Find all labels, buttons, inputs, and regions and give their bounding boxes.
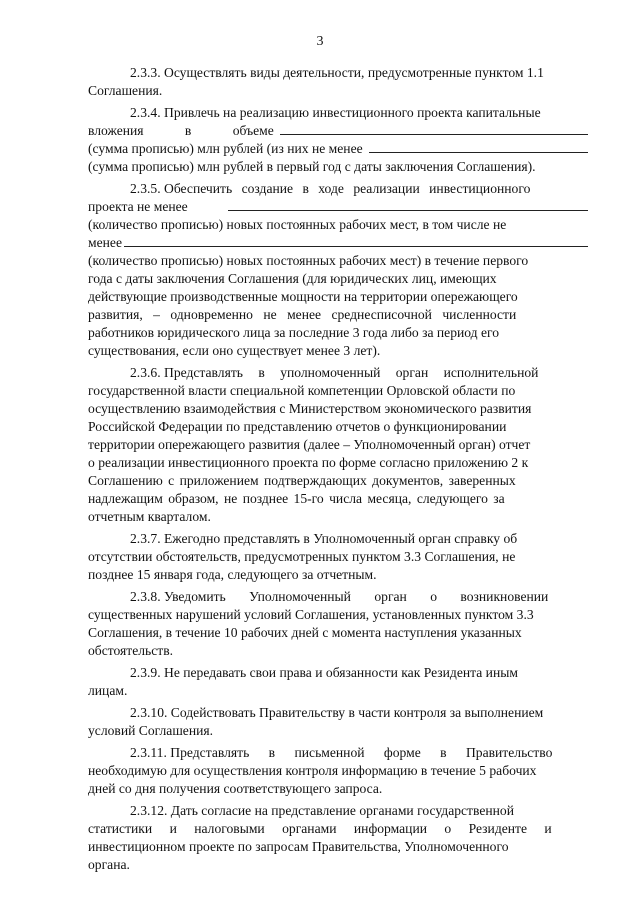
- paragraph-2-3-7-line-2: отсутствии обстоятельств, предусмотренных пунктом 3.3 Соглашения, не: [88, 549, 516, 564]
- paragraph-2-3-9-line-2: лицам.: [88, 683, 128, 698]
- paragraph-2-3-8-line-4: обстоятельств.: [88, 643, 174, 658]
- paragraph-2-3-6-line-8: надлежащим образом, не позднее 15-го числа месяца, следующего за: [88, 491, 505, 506]
- paragraph-2-3-3-line-2: Соглашения.: [88, 83, 163, 98]
- paragraph-2-3-12-line-4: органа.: [88, 857, 130, 872]
- paragraph-2-3-6-line-9: отчетным кварталом.: [88, 509, 211, 524]
- fill-in-blank: [228, 198, 588, 211]
- fill-in-blank: [369, 140, 588, 153]
- item-number: 2.3.9.: [130, 665, 161, 680]
- paragraph-2-3-10-line-2: условий Соглашения.: [88, 723, 214, 738]
- page-number: 3: [316, 34, 324, 49]
- paragraph-2-3-12-line-2: статистики и налоговыми органами информации о Резиденте и: [88, 821, 552, 836]
- paragraph-2-3-6-line-6: о реализации инвестиционного проекта по форме согласно приложению 2 к: [88, 455, 529, 470]
- paragraph-2-3-6-line-3: осуществлению взаимодействия с Министерством экономического развития: [88, 401, 532, 416]
- paragraph-2-3-6-line-5: территории опережающего развития (далее – Уполномоченный орган) отчет: [88, 437, 531, 452]
- paragraph-2-3-5-line-4: менее: [88, 234, 588, 252]
- paragraph-2-3-11-line-1: 2.3.11. Представлять в письменной форме в Правительство: [130, 745, 553, 760]
- document-body: [88, 64, 588, 874]
- paragraph-2-3-5-line-6: года с даты заключения Соглашения (для юридических лиц, имеющих: [88, 271, 497, 286]
- item-number: 2.3.5.: [130, 181, 161, 196]
- paragraph-2-3-6-line-2: государственной власти специальной компетенции Орловской области по: [88, 383, 516, 398]
- paragraph-2-3-4-line-3: (сумма прописью) млн рублей (из них не менее: [88, 140, 588, 158]
- paragraph-2-3-7-line-3: позднее 15 января года, следующего за отчетным.: [88, 567, 377, 582]
- paragraph-2-3-4-line-1: 2.3.4. Привлечь на реализацию инвестиционного проекта капитальные: [130, 105, 541, 120]
- paragraph-2-3-8-line-2: существенных нарушений условий Соглашения, установленных пунктом 3.3: [88, 607, 534, 622]
- item-number: 2.3.4.: [130, 105, 161, 120]
- item-number: 2.3.8.: [130, 589, 161, 604]
- paragraph-2-3-11-line-3: дней со дня получения соответствующего запроса.: [88, 781, 383, 796]
- item-number: 2.3.6.: [130, 365, 161, 380]
- paragraph-2-3-8-line-1: 2.3.8. Уведомить Уполномоченный орган о возникновении: [130, 589, 549, 604]
- fill-in-blank: [280, 122, 588, 135]
- item-number: 2.3.10.: [130, 705, 168, 720]
- paragraph-2-3-4-line-4: (сумма прописью) млн рублей в первый год с даты заключения Соглашения).: [88, 159, 536, 174]
- item-number: 2.3.11.: [130, 745, 167, 760]
- paragraph-2-3-11-line-2: необходимую для осуществления контроля информацию в течение 5 рабочих: [88, 763, 537, 778]
- paragraph-2-3-5-line-5: (количество прописью) новых постоянных рабочих мест) в течение первого: [88, 253, 529, 268]
- item-number: 2.3.7.: [130, 531, 161, 546]
- fill-in-blank: [124, 234, 588, 247]
- paragraph-2-3-10-line-1: 2.3.10. Содействовать Правительству в части контроля за выполнением: [130, 705, 544, 720]
- paragraph-2-3-12-line-1: 2.3.12. Дать согласие на представление органами государственной: [130, 803, 514, 818]
- paragraph-2-3-5-line-9: работников юридического лица за последние 3 года либо за период его: [88, 325, 500, 340]
- paragraph-2-3-4-line-2: вложения в объеме: [88, 122, 588, 140]
- paragraph-2-3-8-line-3: Соглашения, в течение 10 рабочих дней с момента наступления указанных: [88, 625, 522, 640]
- paragraph-2-3-5-line-7: действующие производственные мощности на территории опережающего: [88, 289, 518, 304]
- paragraph-2-3-5-line-8: развития, – одновременно не менее среднесписочной численности: [88, 307, 517, 322]
- item-number: 2.3.3.: [130, 65, 161, 80]
- paragraph-2-3-5-line-3: (количество прописью) новых постоянных рабочих мест, в том числе не: [88, 217, 507, 232]
- paragraph-2-3-5-line-2: проекта не менее: [88, 198, 588, 216]
- paragraph-2-3-12-line-3: инвестиционном проекте по запросам Правительства, Уполномоченного: [88, 839, 509, 854]
- paragraph-2-3-7-line-1: 2.3.7. Ежегодно представлять в Уполномоченный орган справку об: [130, 531, 518, 546]
- paragraph-2-3-9-line-1: 2.3.9. Не передавать свои права и обязанности как Резидента иным: [130, 665, 518, 680]
- paragraph-2-3-5-line-10: существования, если оно существует менее 3 лет).: [88, 343, 381, 358]
- paragraph-2-3-3-line-1: 2.3.3. Осуществлять виды деятельности, предусмотренные пунктом 1.1: [130, 65, 544, 80]
- item-number: 2.3.12.: [130, 803, 168, 818]
- paragraph-2-3-6-line-1: 2.3.6. Представлять в уполномоченный орган исполнительной: [130, 365, 539, 380]
- paragraph-2-3-6-line-7: Соглашению с приложением подтверждающих документов, заверенных: [88, 473, 516, 488]
- paragraph-2-3-5-line-1: 2.3.5. Обеспечить создание в ходе реализации инвестиционного: [130, 181, 531, 196]
- paragraph-2-3-6-line-4: Российской Федерации по представлению отчетов о функционировании: [88, 419, 507, 434]
